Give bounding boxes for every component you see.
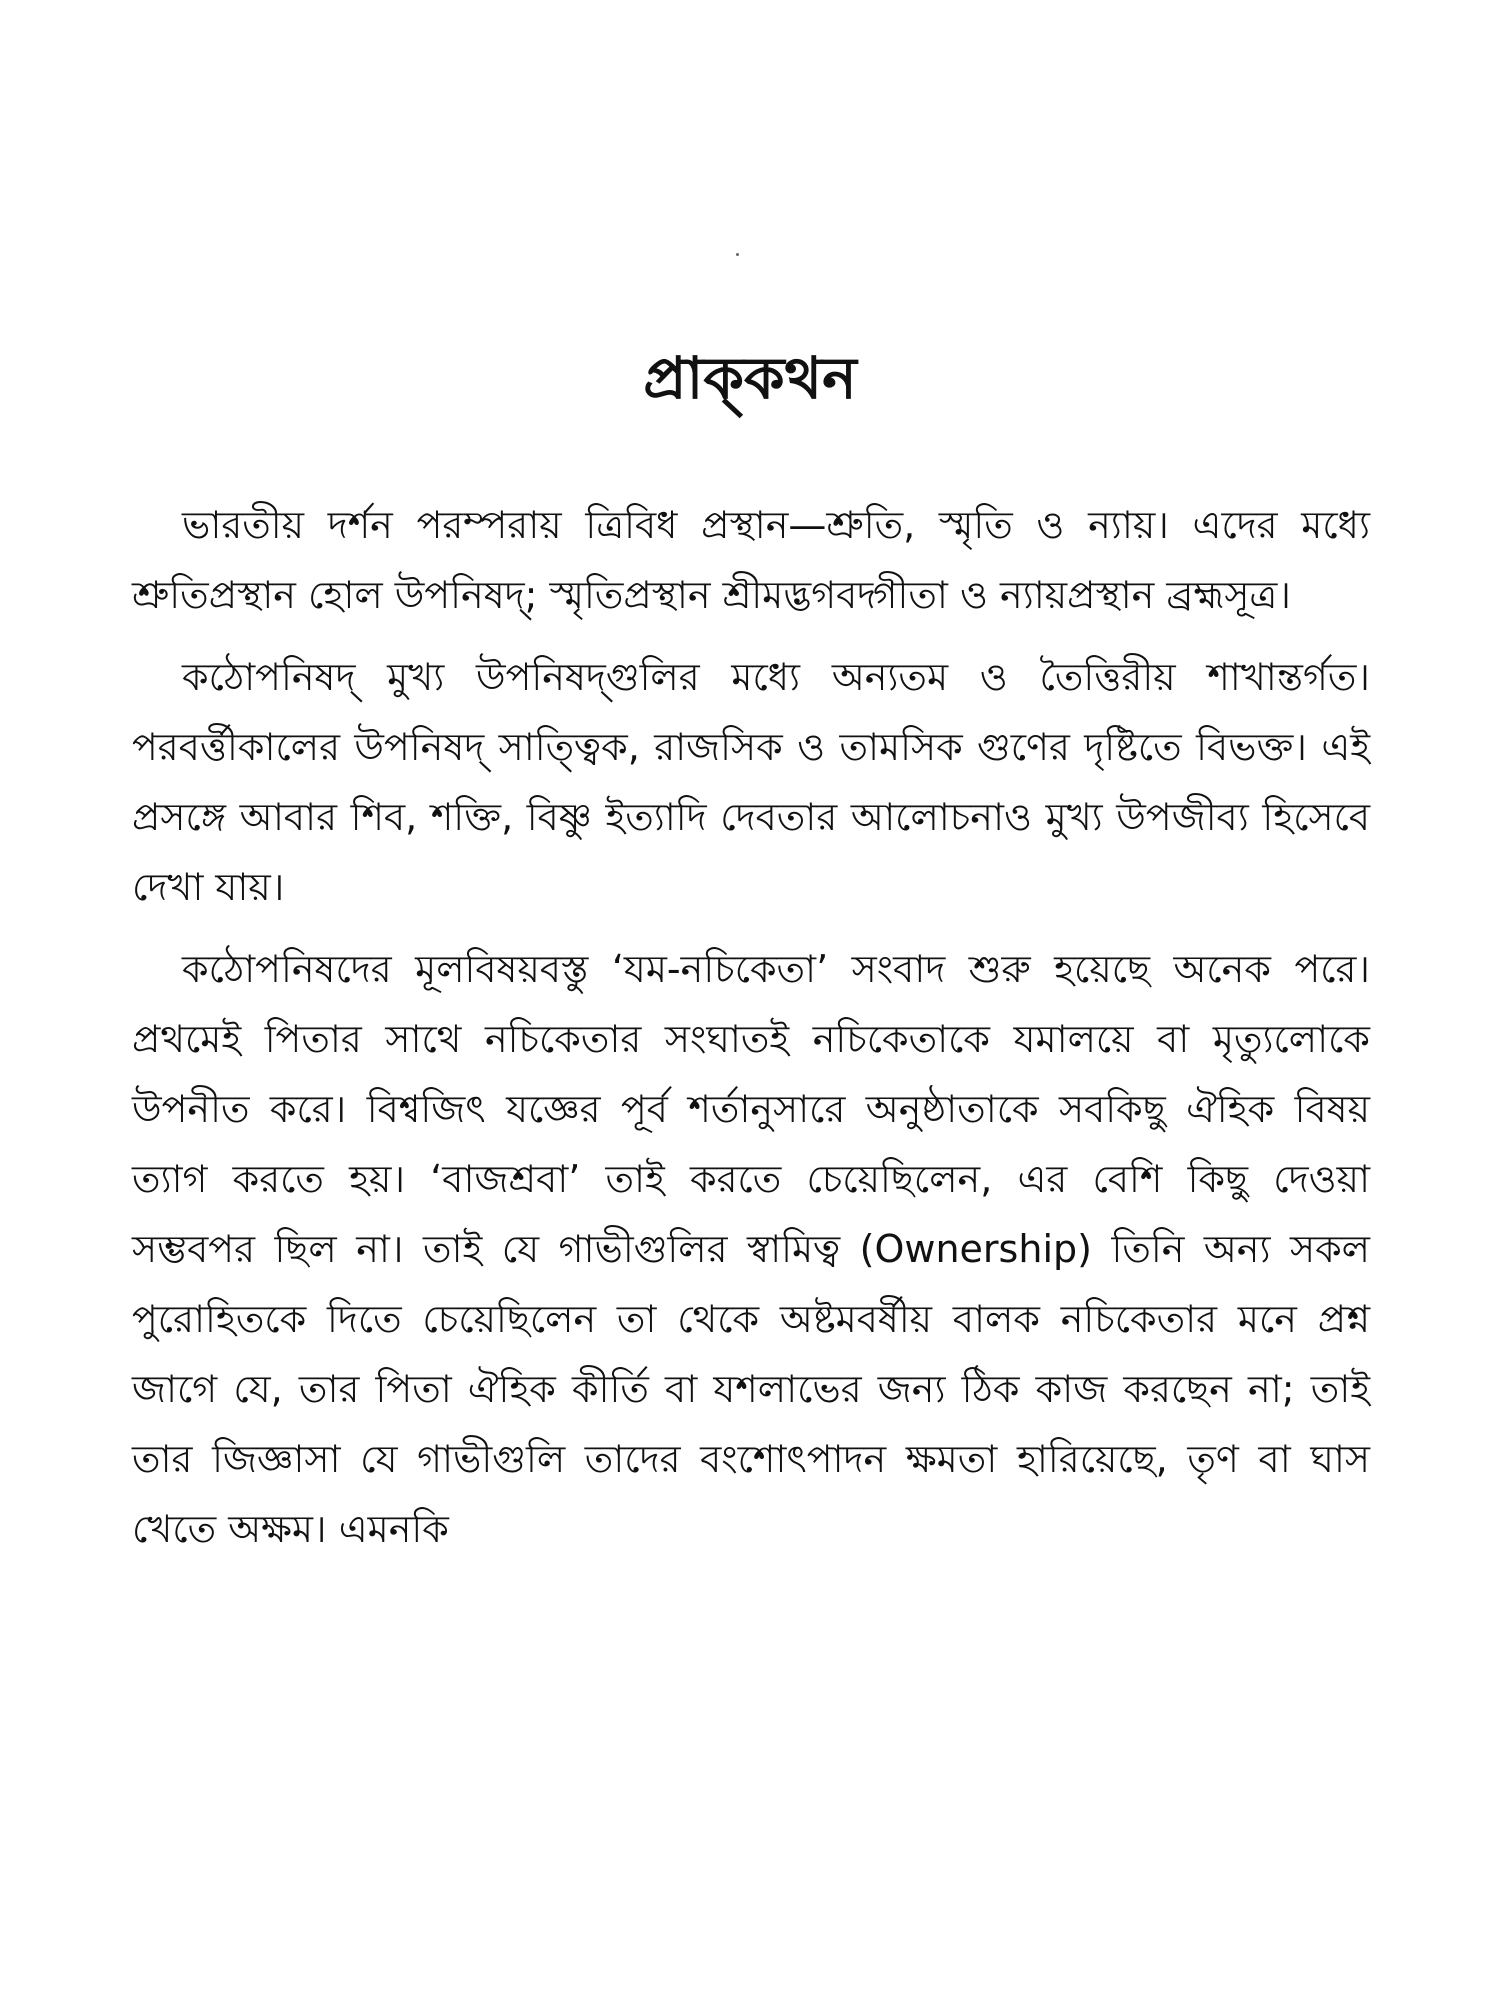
- paragraph-3: কঠোপনিষদের মূলবিষয়বস্তু ‘যম-নচিকেতা’ সংবাদ শুরু হয়েছে অনেক পরে। প্রথমেই পিতার সাথে নচিকেতার সংঘাতই নচিকেতাকে যমালয়ে বা মৃত্যুলোকে উপনীত করে। বিশ্বজিৎ যজ্ঞের পূর্ব শর্তানুসারে অনুষ্ঠাতাকে সবকিছু ঐহিক বিষয় ত্যাগ করতে হয়। ‘বাজশ্রবা’ তাই করতে চেয়েছিলেন, এর বেশি কিছু দেওয়া সম্ভবপর ছিল না। তাই যে গাভীগুলির স্বামিত্ব (Ownership) তিনি অন্য সকল পুরোহিতকে দিতে চেয়েছিলেন তা থেকে অষ্টমবর্ষীয় বালক নচিকেতার মনে প্রশ্ন জাগে যে, তার পিতা ঐহিক কীর্তি বা যশলাভের জন্য ঠিক কাজ করছেন না; তাই তার জিজ্ঞাসা যে গাভীগুলি তাদের বংশোৎপাদন ক্ষমতা হারিয়েছে, তৃণ বা ঘাস খেতে অক্ষম। এমনকি: [132, 947, 1370, 1551]
- paragraph-1: ভারতীয় দর্শন পরম্পরায় ত্রিবিধ প্রস্থান—শ্রুতি, স্মৃতি ও ন্যায়। এদের মধ্যে শ্রুতিপ্রস্থান হোল উপনিষদ্; স্মৃতিপ্রস্থান শ্রীমদ্ভগবদ্গীতা ও ন্যায়প্রস্থান ব্রহ্মসূত্র।: [132, 503, 1370, 617]
- page-title: প্রাক্‌কথন: [643, 344, 857, 412]
- print-speck: [736, 253, 739, 256]
- body-text: [132, 490, 1370, 1576]
- paragraph-2: কঠোপনিষদ্ মুখ্য উপনিষদ্গুলির মধ্যে অন্যতম ও তৈত্তিরীয় শাখান্তর্গত। পরবর্ত্তীকালের উপনিষদ্ সাত্ত্বিক, রাজসিক ও তামসিক গুণের দৃষ্টিতে বিভক্ত। এই প্রসঙ্গে আবার শিব, শক্তি, বিষ্ণু ইত্যাদি দেবতার আলোচনাও মুখ্য উপজীব্য হিসেবে দেখা যায়।: [132, 655, 1370, 909]
